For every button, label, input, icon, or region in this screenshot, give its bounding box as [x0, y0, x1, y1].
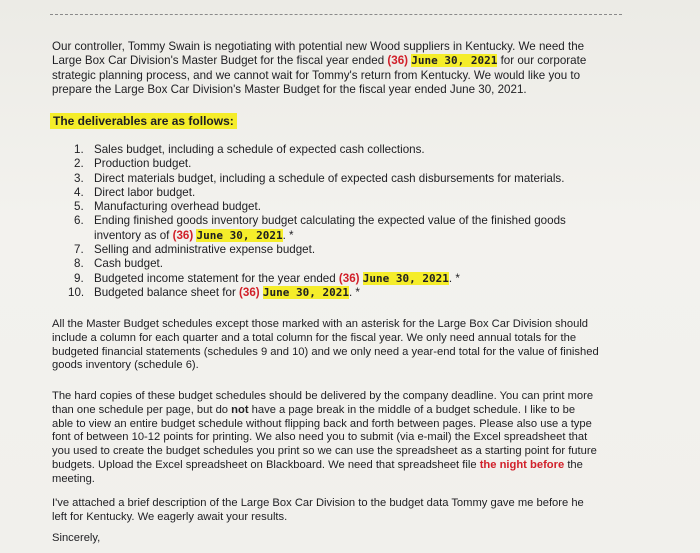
top-dashed-divider: [50, 14, 622, 15]
intro-paragraph: [52, 40, 632, 98]
date-highlight: June 30, 2021: [262, 285, 349, 299]
schedules-paragraph: All the Master Budget schedules except those marked with an asterisk for the Large Box Car Division should include a column for each quarter and a total column for the fiscal year. We only need annual totals for the budgeted financial statements (schedules 9 and 10) and we only need a year-end total for the value of finished goods inventory (schedule 6).: [52, 318, 599, 372]
date-highlight: June 30, 2021: [196, 228, 283, 242]
printing-paragraph: The hard copies of these budget schedules should be delivered by the company deadline. You can print more than one schedule per page, but do not have a page break in the middle of a budget schedule. I like to be able to view an entire budget schedule without flipping back and forth between pages. Please also use a type font of between 10-12 points for printing. We also need you to submit (via e-mail) the Excel spreadsheet that you used to create the budget schedules you print so we can use the spreadsheet as a starting point for future budgets. Upload the Excel spreadsheet on Blackboard. We need that spreadsheet file the night before the meeting.: [52, 390, 597, 485]
list-item: 5. Manufacturing overhead budget.: [74, 200, 261, 214]
list-item: 4. Direct labor budget.: [74, 185, 196, 199]
intro-line-2: Large Box Car Division's Master Budget for the fiscal year ended (36) June 30, 2021 for our corporate: [52, 54, 587, 68]
date-highlight: June 30, 2021: [411, 54, 498, 68]
list-item: 7. Selling and administrative expense budget.: [74, 243, 316, 257]
date-highlight: June 30, 2021: [362, 271, 449, 285]
list-item: 1. Sales budget, including a schedule of expected cash collections.: [74, 143, 425, 156]
deliverables-list: [68, 143, 634, 300]
intro-line-4: prepare the Large Box Car Division's Master Budget for the fiscal year ended June 30, 2021.: [52, 83, 527, 97]
list-item: 2. Production budget.: [74, 157, 192, 171]
deliverables-heading: The deliverables are as follows:: [50, 113, 237, 129]
list-item: 10. Budgeted balance sheet for (36) June 30, 2021. *: [68, 285, 360, 299]
list-item: 3. Direct materials budget, including a schedule of expected cash disbursements for materials.: [74, 171, 565, 185]
list-item: 9. Budgeted income statement for the year ended (36) June 30, 2021. *: [74, 271, 460, 285]
intro-line-3: strategic planning process, and we cannot wait for Tommy's return from Kentucky. We would like you to: [52, 68, 581, 82]
attachment-paragraph: I've attached a brief description of the Large Box Car Division to the budget data Tommy gave me before he left for Kentucky. We eagerly await your results.: [52, 497, 584, 523]
list-item: 8. Cash budget.: [74, 257, 163, 271]
list-item-continuation: inventory as of (36) June 30, 2021. *: [94, 228, 294, 242]
intro-line-1: Our controller, Tommy Swain is negotiating with potential new Wood suppliers in Kentucky. We need the: [52, 40, 585, 53]
list-item: 6. Ending finished goods inventory budget calculating the expected value of the finished goods: [74, 214, 566, 228]
closing-text: Sincerely,: [52, 532, 101, 544]
